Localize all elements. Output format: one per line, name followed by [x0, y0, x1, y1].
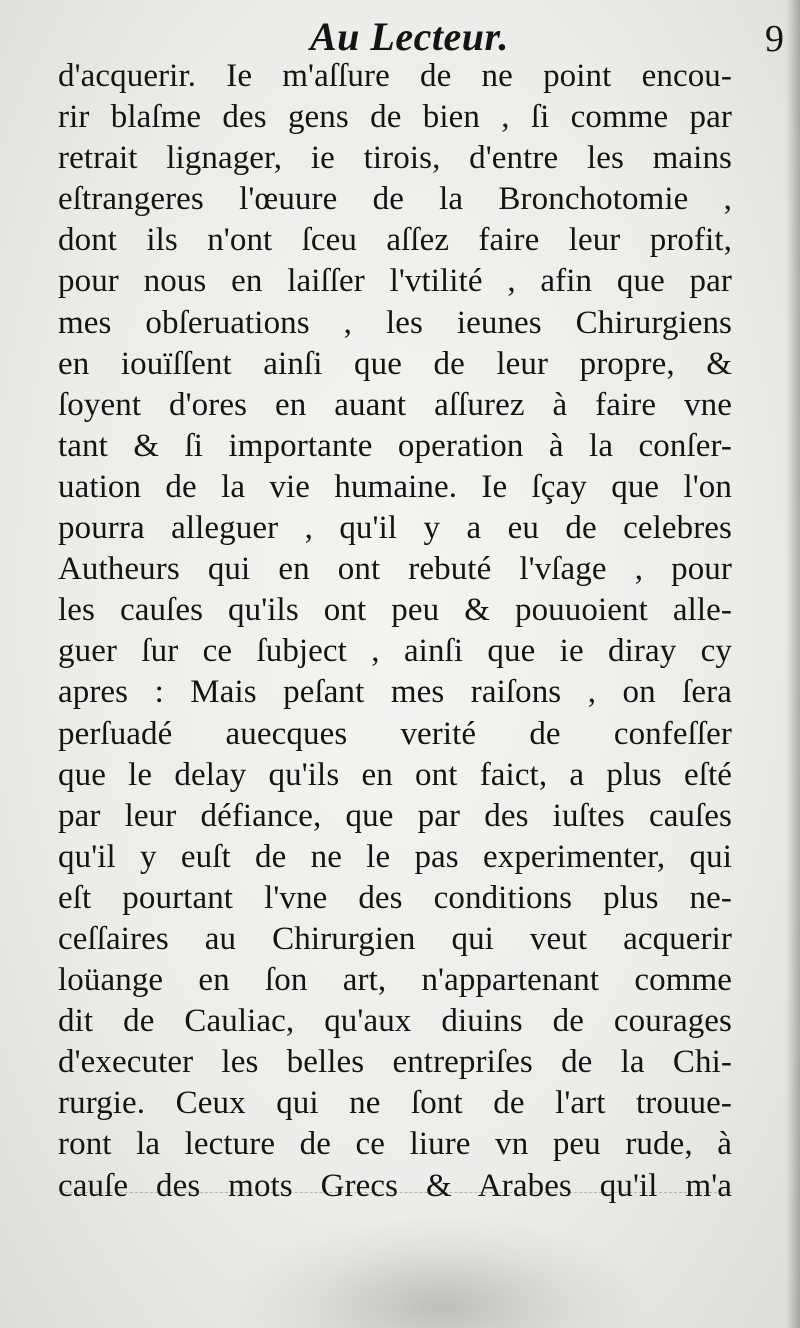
text-line: d'acquerir. Ie m'aſſure de ne point encou- [58, 58, 732, 94]
ink-smudge [230, 1215, 650, 1328]
text-line: dit de Cauliac, qu'aux diuins de courages [58, 1003, 732, 1040]
page-edge-shadow [786, 0, 800, 1328]
text-line: loüange en ſon art, n'appartenant comme [58, 962, 732, 999]
catch-rule [60, 1192, 732, 1193]
text-line: apres : Mais peſant mes raiſons , on ſera [58, 674, 732, 711]
text-line: eſt pourtant l'vne des conditions plus ne- [58, 879, 732, 916]
text-line: perſuadé auecques verité de confeſſer [58, 715, 732, 752]
text-line: d'executer les belles entrepriſes de la Chi- [58, 1044, 732, 1081]
text-line: ront la lecture de ce liure vn peu rude, à [58, 1126, 732, 1163]
text-line: rurgie. Ceux qui ne ſont de l'art trouue- [58, 1085, 732, 1122]
text-line: ceſſaires au Chirurgien qui veut acquerir [58, 920, 732, 957]
text-line: pourra alleguer , qu'il y a eu de celebres [58, 510, 732, 547]
text-line: qu'il y euſt de ne le pas experimenter, qui [58, 838, 732, 875]
body-text [58, 56, 732, 1207]
text-line: rir blaſme des gens de bien , ſi comme par [58, 99, 732, 136]
text-line: les cauſes qu'ils ont peu & pouuoient alle- [58, 592, 732, 629]
text-line: Autheurs qui en ont rebuté l'vſage , pour [58, 551, 732, 588]
text-line: cauſe des mots Grecs & Arabes qu'il m'a [58, 1167, 732, 1204]
text-line: ſoyent d'ores en auant aſſurez à faire vne [58, 386, 732, 423]
text-line: par leur défiance, que par des iuſtes cauſes [58, 797, 732, 834]
page-number: 9 [765, 18, 784, 60]
text-line: en iouïſſent ainſi que de leur propre, & [58, 345, 732, 382]
running-head-title: Au Lecteur. [310, 14, 509, 59]
text-line: retrait lignager, ie tirois, d'entre les mains [58, 140, 732, 177]
text-line: uation de la vie humaine. Ie ſçay que l'on [58, 468, 732, 505]
text-line: tant & ſi importante operation à la conſer- [58, 427, 732, 464]
text-line: dont ils n'ont ſceu aſſez faire leur profit, [58, 222, 732, 259]
text-line: que le delay qu'ils en ont faict, a plus eſté [58, 756, 732, 793]
running-head [60, 14, 784, 60]
text-line: mes obſeruations , les ieunes Chirurgiens [58, 304, 732, 341]
text-line: eſtrangeres l'œuure de la Bronchotomie , [58, 181, 732, 218]
text-line: guer ſur ce ſubject , ainſi que ie diray cy [58, 633, 732, 670]
text-line: pour nous en laiſſer l'vtilité , afin que par [58, 263, 732, 300]
